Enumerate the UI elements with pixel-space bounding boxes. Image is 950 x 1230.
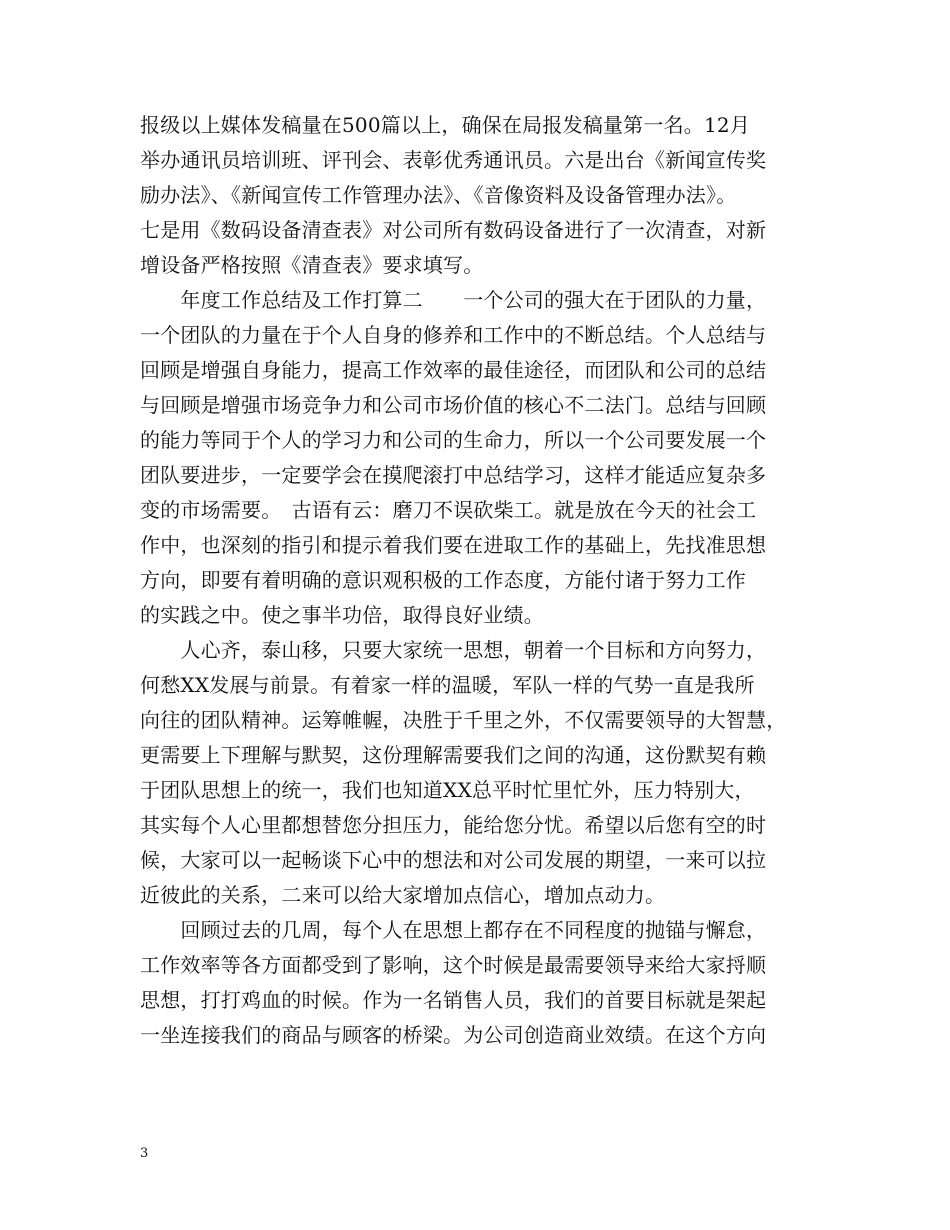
text-line: 思想，打打鸡血的时候。作为一名销售人员，我们的首要目标就是架起 — [140, 988, 767, 1012]
text-line: 报级以上媒体发稿量在500篇以上，确保在局报发稿量第一名。12月 — [140, 113, 751, 137]
text-line: 其实每个人心里都想替您分担压力，能给您分忧。希望以后您有空的时 — [140, 813, 767, 837]
text-line: 工作效率等各方面都受到了影响，这个时候是最需要领导来给大家捋顺 — [140, 953, 767, 977]
text-line: 回顾是增强自身能力，提高工作效率的最佳途径，而团队和公司的总结 — [140, 358, 767, 382]
text-line: 年度工作总结及工作打算二 一个公司的强大在于团队的力量， — [140, 288, 767, 312]
text-line: 方向，即要有着明确的意识观积极的工作态度，方能付诸于努力工作 — [140, 568, 746, 592]
text-line: 于团队思想上的统一，我们也知道XX总平时忙里忙外，压力特别大， — [140, 778, 755, 802]
text-line: 人心齐，泰山移，只要大家统一思想，朝着一个目标和方向努力， — [140, 638, 767, 662]
text-line: 何愁XX发展与前景。有着家一样的温暖，军队一样的气势一直是我所 — [140, 673, 755, 697]
text-line: 向往的团队精神。运筹帷幄，决胜于千里之外，不仅需要领导的大智慧， — [140, 708, 787, 732]
page-number: 3 — [140, 1146, 149, 1161]
text-line: 的实践之中。使之事半功倍，取得良好业绩。 — [140, 603, 544, 627]
body-text — [140, 108, 830, 1053]
text-line: 团队要进步，一定要学会在摸爬滚打中总结学习，这样才能适应复杂多 — [140, 463, 767, 487]
text-line: 与回顾是增强市场竞争力和公司市场价值的核心不二法门。总结与回顾 — [140, 393, 767, 417]
text-line: 回顾过去的几周，每个人在思想上都存在不同程度的抛锚与懈怠， — [140, 918, 767, 942]
text-line: 一个团队的力量在于个人自身的修养和工作中的不断总结。个人总结与 — [140, 323, 767, 347]
text-line: 的能力等同于个人的学习力和公司的生命力，所以一个公司要发展一个 — [140, 428, 767, 452]
text-line: 候，大家可以一起畅谈下心中的想法和对公司发展的期望，一来可以拉 — [140, 848, 767, 872]
text-line: 励办法》、《新闻宣传工作管理办法》、《音像资料及设备管理办法》。 — [140, 183, 737, 207]
text-line: 更需要上下理解与默契，这份理解需要我们之间的沟通，这份默契有赖 — [140, 743, 767, 767]
text-line: 变的市场需要。 古语有云：磨刀不误砍柴工。就是放在今天的社会工 — [140, 498, 757, 522]
text-line: 作中，也深刻的指引和提示着我们要在进取工作的基础上，先找准思想 — [140, 533, 767, 557]
text-line: 近彼此的关系，二来可以给大家增加点信心，增加点动力。 — [140, 883, 666, 907]
text-line: 举办通讯员培训班、评刊会、表彰优秀通讯员。六是出台《新闻宣传奖 — [140, 148, 767, 172]
text-line: 七是用《数码设备清查表》对公司所有数码设备进行了一次清查，对新 — [140, 218, 767, 242]
text-line: 增设备严格按照《清查表》要求填写。 — [140, 253, 484, 277]
text-line: 一坐连接我们的商品与顾客的桥梁。为公司创造商业效绩。在这个方向 — [140, 1023, 767, 1047]
